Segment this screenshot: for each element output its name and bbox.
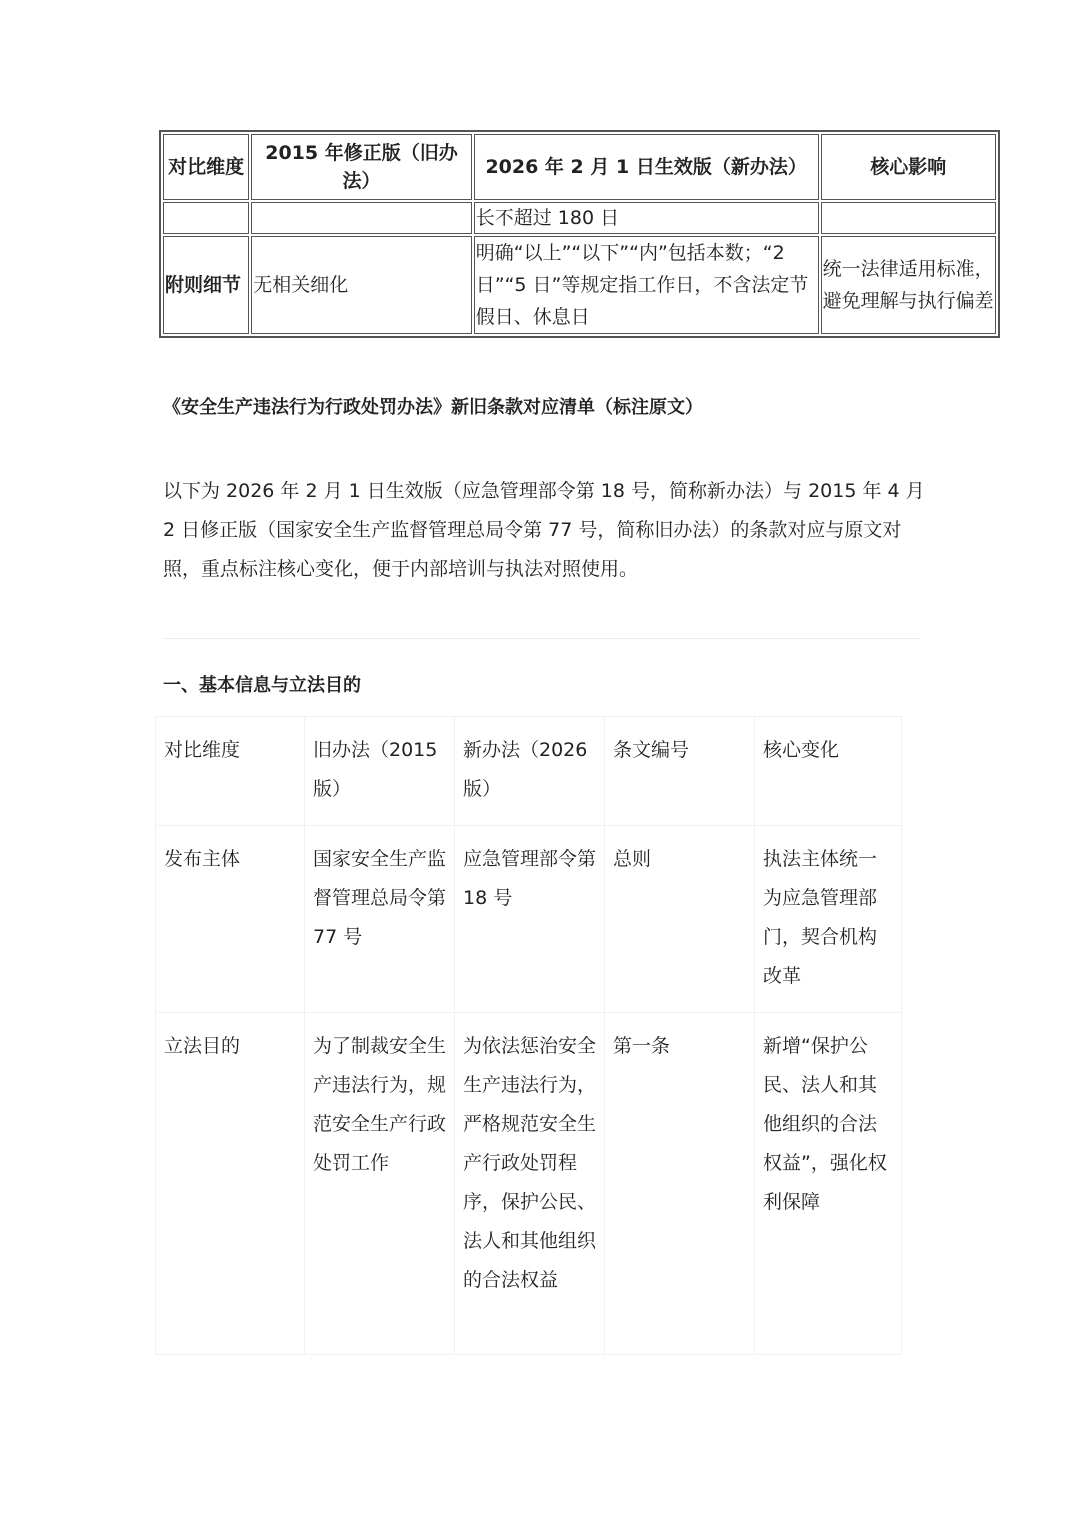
- comparison-table-basic-info: [155, 716, 902, 1355]
- header-cell: 条文编号: [605, 717, 755, 826]
- table-cell: 为依法惩治安全生产违法行为，严格规范安全生产行政处罚程序，保护公民、法人和其他组织的合法权益: [455, 1013, 605, 1355]
- table-cell: 长不超过 180 日: [474, 202, 819, 234]
- header-cell: 2026 年 2 月 1 日生效版（新办法）: [474, 134, 819, 200]
- table-cell: 统一法律适用标准，避免理解与执行偏差: [821, 236, 996, 334]
- table-row: [163, 236, 996, 334]
- table-cell: 应急管理部令第 18 号: [455, 826, 605, 1013]
- table-cell: 第一条: [605, 1013, 755, 1355]
- document-title: 《安全生产违法行为行政处罚办法》新旧条款对应清单（标注原文）: [163, 397, 703, 418]
- table-row: [163, 202, 996, 234]
- header-cell: 2015 年修正版（旧办法）: [251, 134, 472, 200]
- table-cell: [163, 202, 249, 234]
- comparison-table-top: [159, 130, 1000, 338]
- header-cell: 新办法（2026 版）: [455, 717, 605, 826]
- table-cell: 总则: [605, 826, 755, 1013]
- section-divider: [163, 638, 920, 639]
- table-cell: 执法主体统一为应急管理部门，契合机构改革: [755, 826, 902, 1013]
- header-cell: 核心影响: [821, 134, 996, 200]
- table-header-row: [163, 134, 996, 200]
- table-cell: 无相关细化: [251, 236, 472, 334]
- intro-paragraph: 以下为 2026 年 2 月 1 日生效版（应急管理部令第 18 号，简称新办法）与 2015 年 4 月 2 日修正版（国家安全生产监督管理总局令第 77 号，简称旧办法）的条款对应与原文对照，重点标注核心变化，便于内部培训与执法对照使用。: [163, 480, 925, 580]
- table-row: [156, 1013, 902, 1355]
- table-cell: 立法目的: [156, 1013, 305, 1355]
- section-title: 一、基本信息与立法目的: [163, 675, 361, 696]
- table-cell: 国家安全生产监督管理总局令第 77 号: [305, 826, 455, 1013]
- table-header-row: [156, 717, 902, 826]
- table-cell: 发布主体: [156, 826, 305, 1013]
- header-cell: 对比维度: [163, 134, 249, 200]
- header-cell: 核心变化: [755, 717, 902, 826]
- header-cell: 旧办法（2015 版）: [305, 717, 455, 826]
- table-cell: 新增“保护公民、法人和其他组织的合法权益”，强化权利保障: [755, 1013, 902, 1355]
- header-cell: 对比维度: [156, 717, 305, 826]
- table-cell: 为了制裁安全生产违法行为，规范安全生产行政处罚工作: [305, 1013, 455, 1355]
- table-cell: [821, 202, 996, 234]
- table-row: [156, 826, 902, 1013]
- row-header-cell: 附则细节: [163, 236, 249, 334]
- table-cell: [251, 202, 472, 234]
- table-cell: 明确“以上”“以下”“内”包括本数；“2 日”“5 日”等规定指工作日，不含法定节假日、休息日: [474, 236, 819, 334]
